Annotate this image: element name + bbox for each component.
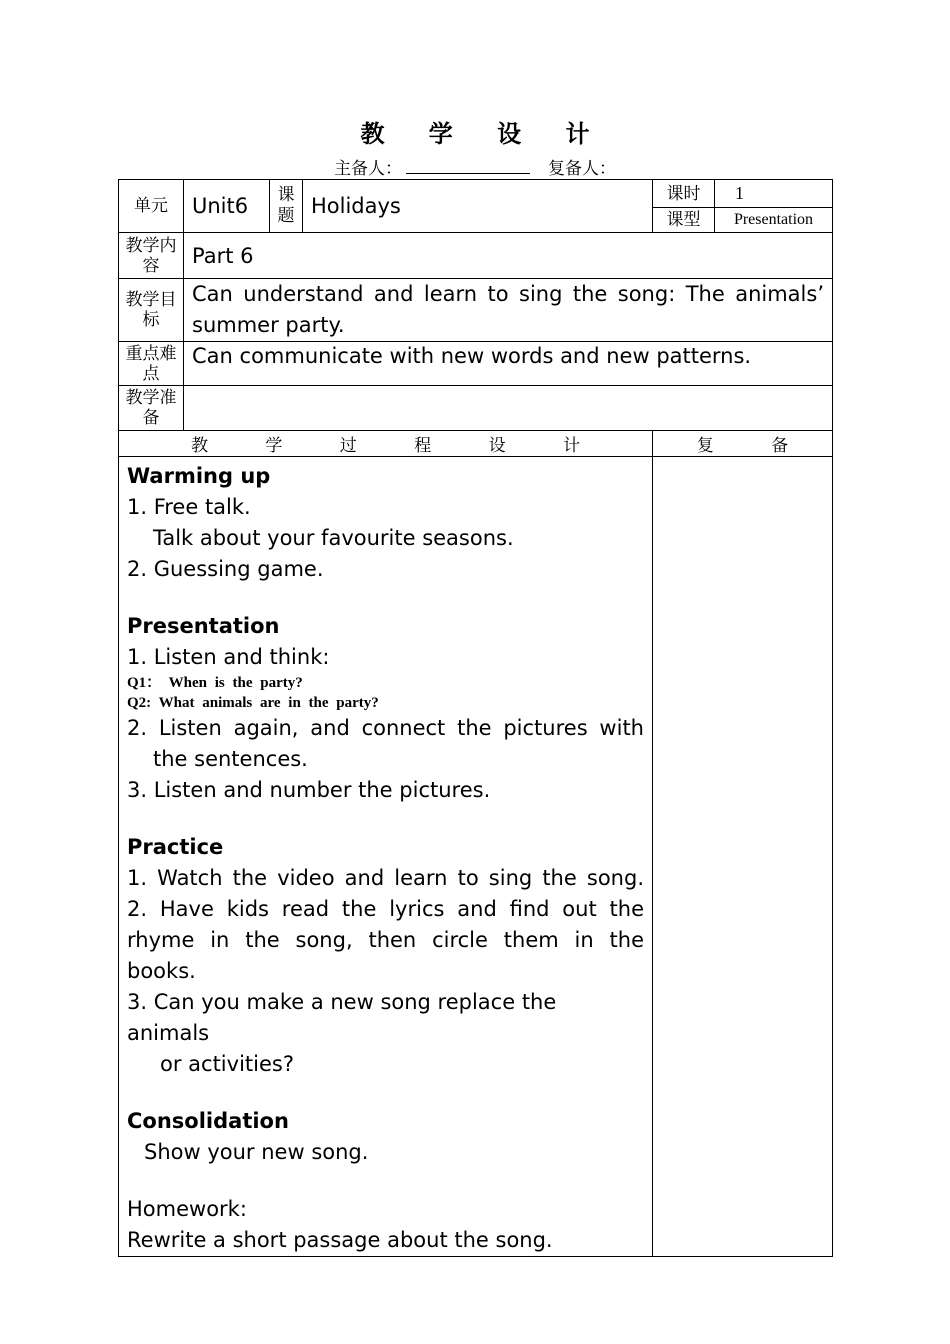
topic-label: 课题 bbox=[270, 180, 303, 233]
type-value: Presentation bbox=[715, 208, 833, 233]
warming-up-line-2: Talk about your favourite seasons. bbox=[153, 526, 514, 550]
warming-up-line-3: 2. Guessing game. bbox=[127, 557, 324, 581]
period-label: 课时 bbox=[653, 180, 715, 208]
practice-line-2b: rhyme in the song, then circle them in the bbox=[127, 928, 644, 952]
type-label: 课型 bbox=[653, 208, 715, 233]
keypoint-value: Can communicate with new words and new patterns. bbox=[184, 342, 833, 386]
main-preparer-label: 主备人： bbox=[334, 159, 402, 179]
practice-line-1: 1. Watch the video and learn to sing the song. bbox=[127, 866, 644, 890]
prep-label: 教学准备 bbox=[119, 386, 184, 431]
prep-value bbox=[184, 386, 833, 431]
unit-value: Unit6 bbox=[184, 180, 270, 233]
warming-up-heading: Warming up bbox=[127, 464, 271, 488]
warming-up-line-1: 1. Free talk. bbox=[127, 495, 251, 519]
presentation-question-2: Q2: What animals are in the party? bbox=[127, 695, 379, 711]
presentation-question-1: Q1： When is the party? bbox=[127, 675, 303, 691]
period-value: 1 bbox=[715, 180, 833, 208]
practice-line-3a: 3. Can you make a new song replace the animals bbox=[127, 990, 557, 1045]
practice-line-2c: books. bbox=[127, 959, 196, 983]
keypoint-label: 重点难点 bbox=[119, 342, 184, 386]
homework-line-1: Rewrite a short passage about the song. bbox=[127, 1228, 553, 1252]
practice-heading: Practice bbox=[127, 835, 224, 859]
review-header: 复 备 bbox=[653, 431, 833, 457]
preparers-line bbox=[0, 154, 950, 179]
practice-line-2a: 2. Have kids read the lyrics and find out the bbox=[127, 897, 644, 921]
review-column bbox=[653, 457, 833, 1257]
main-preparer-blank bbox=[406, 157, 530, 174]
practice-line-3b: or activities? bbox=[160, 1052, 294, 1076]
presentation-heading: Presentation bbox=[127, 614, 280, 638]
consolidation-heading: Consolidation bbox=[127, 1109, 289, 1133]
unit-label: 单元 bbox=[119, 180, 184, 233]
presentation-line-3: 3. Listen and number the pictures. bbox=[127, 778, 491, 802]
consolidation-line-1: Show your new song. bbox=[144, 1140, 369, 1164]
process-header: 教 学 过 程 设 计 bbox=[119, 431, 653, 457]
sub-preparer-label: 复备人： bbox=[548, 159, 616, 179]
lesson-plan-table bbox=[118, 179, 833, 1257]
presentation-line-1: 1. Listen and think: bbox=[127, 645, 330, 669]
topic-value: Holidays bbox=[303, 180, 653, 233]
goal-value: Can understand and learn to sing the song: The animals’ summer party. bbox=[184, 279, 833, 342]
content-value: Part 6 bbox=[184, 233, 833, 279]
process-content bbox=[119, 457, 653, 1257]
presentation-line-2a: 2. Listen again, and connect the pictures with bbox=[127, 716, 644, 740]
presentation-line-2b: the sentences. bbox=[153, 747, 308, 771]
page-title: 教 学 设 计 bbox=[360, 120, 608, 148]
content-label: 教学内容 bbox=[119, 233, 184, 279]
homework-heading: Homework: bbox=[127, 1197, 247, 1221]
goal-label: 教学目标 bbox=[119, 279, 184, 342]
